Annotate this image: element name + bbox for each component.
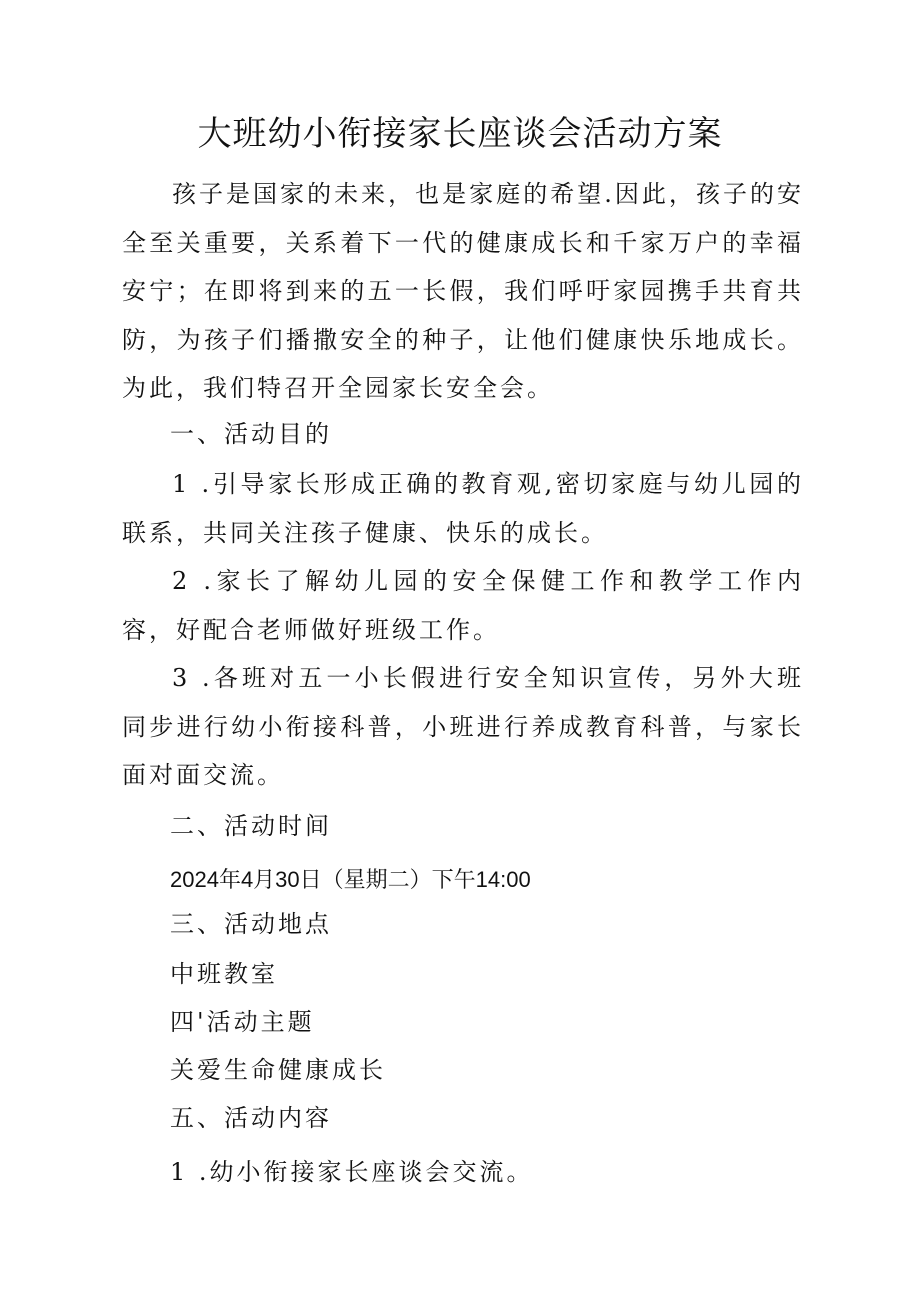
- document-title: 大班幼小衔接家长座谈会活动方案: [197, 114, 723, 154]
- intro-paragraph: 孩子是国家的未来，也是家庭的希望.因此，孩子的安全至关重要，关系着下一代的健康成长和千家万户的幸福安宁；在即将到来的五一长假，我们呼吁家园携手共育共防，为孩子们播撒安全的种子，让他们健康快乐地成长。为此，我们特召开全园家长安全会。: [122, 180, 804, 402]
- time-heading: 二、活动时间: [170, 812, 332, 840]
- purpose-heading: 一、活动目的: [170, 420, 332, 448]
- theme-heading: 四'活动主题: [170, 1008, 315, 1036]
- purpose-item-2: 2 .家长了解幼儿园的安全保健工作和教学工作内容，好配合老师做好班级工作。: [122, 567, 804, 644]
- place-value: 中班教室: [170, 960, 278, 988]
- content-item-1: 1 .幼小衔接家长座谈会交流。: [170, 1158, 534, 1186]
- content-heading: 五、活动内容: [170, 1104, 332, 1132]
- purpose-item-3: 3 .各班对五一小长假进行安全知识宣传，另外大班同步进行幼小衔接科普，小班进行养成教育科普，与家长面对面交流。: [122, 664, 804, 789]
- purpose-item-1: 1 .引导家长形成正确的教育观,密切家庭与幼儿园的联系，共同关注孩子健康、快乐的成长。: [122, 470, 804, 547]
- place-heading: 三、活动地点: [170, 910, 332, 938]
- time-value: 2024年4月30日（星期二）下午14:00: [170, 867, 531, 892]
- theme-value: 关爱生命健康成长: [170, 1056, 386, 1084]
